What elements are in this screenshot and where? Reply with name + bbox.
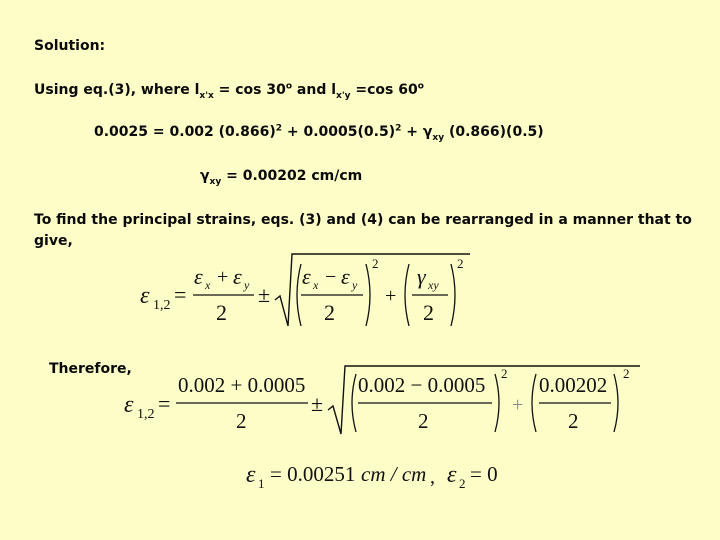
- f2-lhs-sub: 1,2: [137, 407, 155, 422]
- f1-inum1: ε: [302, 264, 311, 289]
- strain-equation: [94, 123, 544, 143]
- f1-lhs: ε: [140, 283, 150, 309]
- solution-heading: Solution:: [34, 38, 106, 54]
- f1-minus: −: [325, 266, 337, 288]
- f1-plus: +: [217, 266, 229, 288]
- f1-paren-left: [297, 264, 301, 326]
- f1-den: 2: [216, 300, 227, 325]
- result-e2: ε: [447, 462, 457, 488]
- f2-gamma-den: 2: [568, 409, 579, 433]
- eq1-sq1: 2: [275, 123, 283, 134]
- f2-paren2-right: [614, 374, 618, 432]
- f1-exp: 2: [372, 256, 379, 271]
- principal-strains-result: [240, 456, 520, 496]
- eq1-plus: + 0.0005(0.5): [282, 124, 396, 140]
- paragraph-line-1: To find the principal strains, eqs. (3) and (4) can be rearranged in a manner that to: [34, 212, 692, 228]
- f2-paren2-left: [532, 374, 536, 432]
- numeric-substitution-formula: [118, 360, 648, 442]
- f2-inner-num: 0.002 − 0.0005: [358, 373, 486, 397]
- f1-exp2: 2: [457, 256, 464, 271]
- f1-inum1-sub: x: [313, 278, 319, 292]
- principal-strain-formula: [130, 248, 480, 336]
- line1-sub2: x'y: [336, 90, 351, 101]
- f1-inum2-sub: y: [352, 278, 358, 292]
- line1-prefix: Using eq.(3), where l: [34, 82, 200, 98]
- f1-gamma-den: 2: [423, 300, 434, 325]
- f1-plus2: +: [385, 285, 397, 307]
- f2-exp2: 2: [623, 366, 630, 381]
- f1-inum2: ε: [341, 264, 350, 289]
- f1-num2: ε: [233, 264, 242, 289]
- result-e1-val: = 0.00251: [270, 462, 356, 486]
- f2-paren-left: [352, 374, 356, 432]
- result-e1-sub: 1: [258, 476, 265, 491]
- f2-lhs: ε: [124, 392, 134, 418]
- result-e2-val: = 0: [470, 462, 498, 486]
- f1-pm: ±: [258, 282, 271, 307]
- eq1-sub: xy: [432, 132, 445, 143]
- direction-cosines-line: [34, 81, 424, 101]
- f1-lhs-sub: 1,2: [153, 298, 171, 313]
- eq2-gamma: γ: [200, 168, 210, 184]
- f2-eq: =: [158, 391, 171, 416]
- shear-strain-result: [200, 168, 363, 187]
- line1-deg2: o: [417, 81, 424, 92]
- line1-mid: = cos 30: [213, 82, 286, 98]
- line1-and: and l: [292, 82, 337, 98]
- f1-inner-den: 2: [324, 300, 335, 325]
- f1-paren-right: [366, 264, 370, 326]
- eq1-plus2: +: [401, 124, 423, 140]
- line1-deg: o: [285, 81, 293, 92]
- paragraph-line-2: give,: [34, 233, 73, 249]
- eq1-lhs: 0.0025 = 0.002 (0.866): [94, 124, 276, 140]
- f2-gamma-num: 0.00202: [539, 373, 608, 397]
- eq1-sq2: 2: [395, 123, 402, 134]
- result-e2-sub: 2: [459, 476, 466, 491]
- f2-num: 0.002 + 0.0005: [178, 373, 306, 397]
- f1-gamma: γ: [417, 264, 426, 289]
- result-comma: ,: [430, 466, 435, 488]
- f1-num2-sub: y: [244, 278, 250, 292]
- f2-plus: +: [512, 394, 524, 416]
- f1-num1: ε: [194, 264, 203, 289]
- f2-paren-right: [495, 374, 499, 432]
- result-e1: ε: [246, 462, 256, 488]
- eq2-sub: xy: [209, 176, 222, 187]
- f1-gamma-sub: xy: [428, 278, 439, 292]
- f1-paren2-right: [451, 264, 455, 326]
- f2-inner-den: 2: [418, 409, 429, 433]
- line1-sub1: x'x: [199, 90, 214, 101]
- eq2-rest: = 0.00202 cm/cm: [221, 168, 363, 184]
- result-e1-unit: cm / cm: [361, 462, 427, 486]
- f1-eq: =: [174, 282, 187, 307]
- eq1-rest: (0.866)(0.5): [444, 124, 544, 140]
- f1-num1-sub: x: [205, 278, 211, 292]
- f2-pm: ±: [311, 391, 324, 416]
- f2-exp: 2: [501, 366, 508, 381]
- f2-den: 2: [236, 409, 247, 433]
- therefore-label: Therefore,: [49, 361, 132, 377]
- eq1-gamma: γ: [422, 124, 433, 140]
- f1-paren2-left: [405, 264, 409, 326]
- line1-mid2: =cos 60: [350, 82, 418, 98]
